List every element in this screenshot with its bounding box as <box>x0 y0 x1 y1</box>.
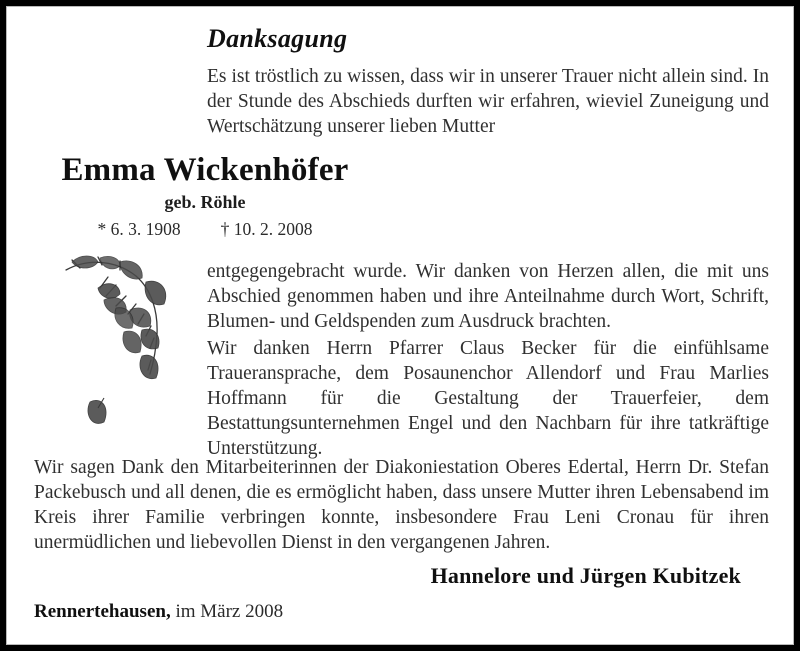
deceased-dates <box>30 219 380 240</box>
intro-paragraph: Es ist tröstlich zu wissen, dass wir in unserer Trauer nicht allein sind. In der Stunde des Abschieds durften wir erfahren, wieviel Zuneigung und Wertschätzung unserer lieben Mutter <box>207 66 769 137</box>
date-text: im März 2008 <box>175 601 284 622</box>
deceased-maiden-name: geb. Röhle <box>164 192 246 212</box>
death-date: † 10. 2. 2008 <box>220 219 313 239</box>
signature-line: Hannelore und Jürgen Kubitzek <box>430 563 741 588</box>
place-and-date <box>34 601 283 623</box>
body-paragraph-2: Wir danken Herrn Pfarrer Claus Becker für die einfühlsame Traueransprache, dem Posaunenchor Allendorf und Frau Marlies Hoffmann für die Gestaltung der Trauerfeier, dem Bestattungsunternehmen Engel und den Nachbarn für ihre tatkräftige Unterstützung. <box>207 338 769 459</box>
body-paragraph-3: Wir sagen Dank den Mitarbeiterinnen der Diakoniestation Oberes Edertal, Herrn Dr. Stefan Packebusch und all denen, die es ermöglicht haben, dass unsere Mutter ihren Lebensabend im Kreis ihrer Familie verbringen konnte, insbesondere Frau Leni Cronau für ihren unermüdlichen und liebevollen Dienst in den vergangenen Jahren. <box>34 457 769 553</box>
deceased-name-block <box>30 150 380 240</box>
place-name: Rennertehausen, <box>34 601 171 622</box>
body-paragraph-1: entgegengebracht wurde. Wir danken von Herzen allen, die mit uns Abschied genommen haben und ihre Anteilnahme durch Wort, Schrift, Blumen- und Geldspenden zum Ausdruck brachten. <box>207 261 769 332</box>
deceased-name: Emma Wickenhöfer <box>61 152 349 188</box>
birth-date: * 6. 3. 1908 <box>97 219 181 239</box>
falling-leaf-icon <box>88 398 106 423</box>
page-title: Danksagung <box>207 24 348 53</box>
drooping-branch-icon <box>58 252 208 447</box>
